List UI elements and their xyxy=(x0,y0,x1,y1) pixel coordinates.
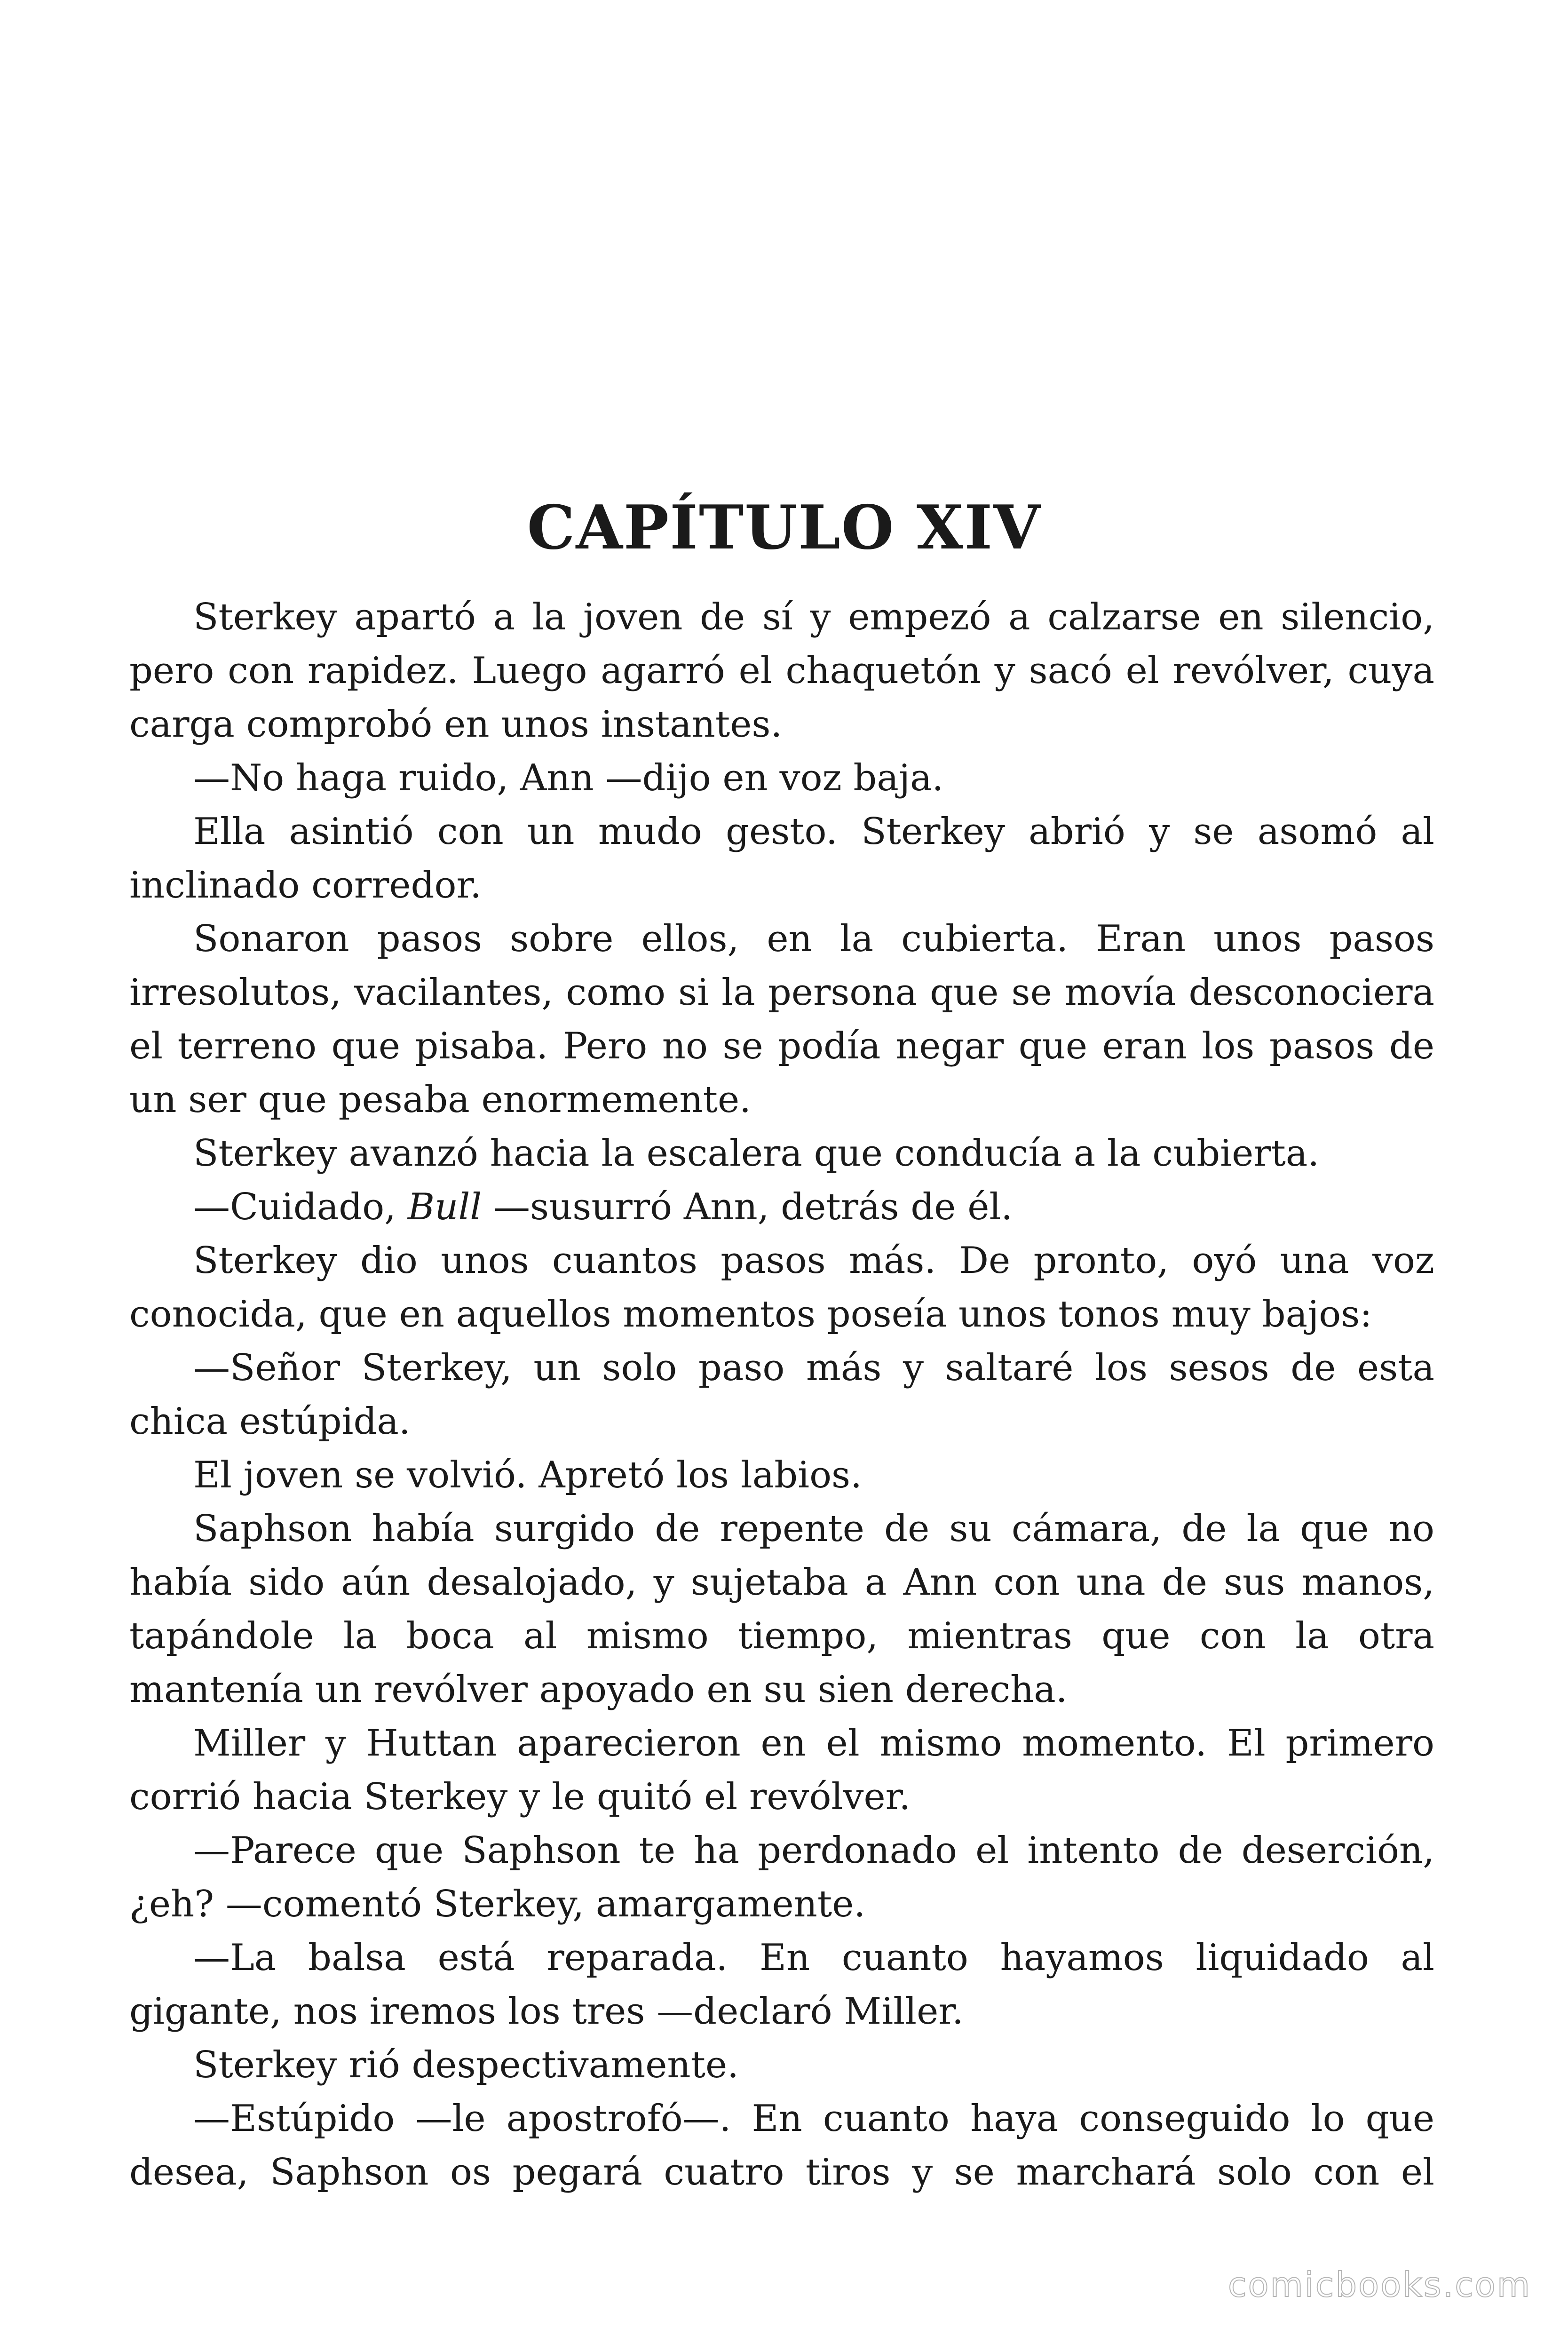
paragraph: —Señor Sterkey, un solo paso más y saltaré los sesos de esta chica estúpida. xyxy=(129,1347,1434,1443)
paragraph-text: —susurró Ann, detrás de él. xyxy=(482,1186,1013,1228)
paragraph: Sterkey dio unos cuantos pasos más. De pronto, oyó una voz conocida, que en aquellos momentos poseía unos tonos muy bajos: xyxy=(129,1240,1434,1335)
paragraph: Sterkey apartó a la joven de sí y empezó a calzarse en silencio, pero con rapidez. Luego agarró el chaquetón y sacó el revólver, cuya carga comprobó en unos instantes. xyxy=(129,596,1434,746)
paragraph: —Estúpido —le apostrofó—. En cuanto haya conseguido lo que desea, Saphson os pegará cuatro tiros y se marchará solo con el xyxy=(129,2098,1434,2193)
paragraph xyxy=(129,1180,1434,1234)
paragraph: Saphson había surgido de repente de su cámara, de la que no había sido aún desalojado, y sujetaba a Ann con una de sus manos, tapándole la boca al mismo tiempo, mientras que con la otra mantenía un revólver apoyado en su sien derecha. xyxy=(129,1508,1434,1711)
paragraph: Sterkey rió despectivamente. xyxy=(193,2044,739,2086)
paragraph: —La balsa está reparada. En cuanto hayamos liquidado al gigante, nos iremos los tres —declaró Miller. xyxy=(129,1937,1434,2033)
italic-name: Bull xyxy=(407,1186,482,1228)
paragraph: Sterkey avanzó hacia la escalera que conducía a la cubierta. xyxy=(193,1132,1320,1175)
chapter-title: CAPÍTULO XIV xyxy=(527,492,1041,563)
paragraph: Sonaron pasos sobre ellos, en la cubierta. Eran unos pasos irresolutos, vacilantes, como si la persona que se movía desconociera el terreno que pisaba. Pero no se podía negar que eran los pasos de un ser que pesaba enormemente. xyxy=(129,918,1434,1121)
watermark: comicbooks.com xyxy=(1227,2265,1531,2304)
paragraph: El joven se volvió. Apretó los labios. xyxy=(193,1454,862,1496)
paragraph: —Parece que Saphson te ha perdonado el intento de deserción, ¿eh? —comentó Sterkey, amargamente. xyxy=(129,1829,1434,1925)
paragraph: —No haga ruido, Ann —dijo en voz baja. xyxy=(193,757,944,799)
paragraph-text: —Cuidado, xyxy=(193,1186,408,1228)
paragraph: Miller y Huttan aparecieron en el mismo momento. El primero corrió hacia Sterkey y le quitó el revólver. xyxy=(129,1722,1434,1818)
chapter-body xyxy=(129,590,1434,2199)
paragraph: Ella asintió con un mudo gesto. Sterkey abrió y se asomó al inclinado corredor. xyxy=(129,810,1434,906)
